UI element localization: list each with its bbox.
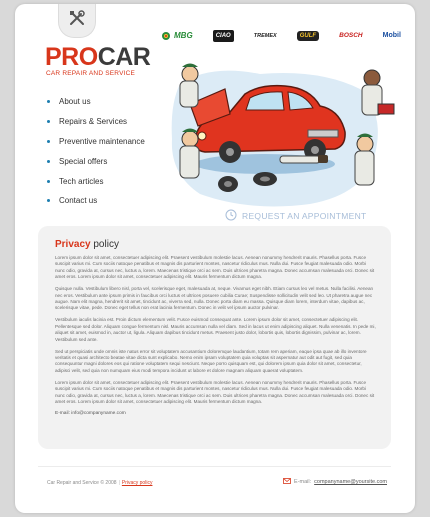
main-nav	[47, 92, 145, 211]
nav-item-label: Special offers	[59, 156, 108, 166]
mechanics-illustration	[150, 44, 410, 214]
nav-item-preventive-maintenance[interactable]	[47, 132, 145, 152]
email-value[interactable]: info@companyname.com	[71, 411, 126, 417]
nav-item-label: Preventive maintenance	[59, 136, 145, 146]
logo-car: CAR	[97, 43, 151, 71]
privacy-policy-link[interactable]: Privacy policy	[121, 480, 153, 486]
paragraph: Sed ut perspiciatis unde omnis iste natus error sit voluptatem accusantium doloremque laudantium, totam rem aperiam, eaque ipsa quae ab illo inventore veritatis et quasi architecto beatae vitae dicta sunt explicabo. Nemo enim ipsam voluptatem quia voluptas sit aspernatur aut odit aut fugit, sed quia consequuntur magni dolores eos qui ratione voluptatem sequi nesciunt. Neque porro quisquam est, qui dolorem ipsum quia dolor sit amet, consectetur, adipisci velit, sed quia non numquam eius modi tempora incidunt ut labore et dolore magnam aliquam quaerat voluptatem.	[55, 348, 367, 373]
brand-strip	[161, 28, 401, 44]
nav-item-label: Contact us	[59, 196, 98, 206]
footer-divider	[38, 466, 391, 467]
brand-logo-tremex[interactable]: TREMEX	[253, 33, 277, 39]
email-label: E-mail:	[55, 411, 72, 417]
brand-logo-mbg[interactable]	[161, 31, 193, 41]
brand-logo-mobil[interactable]: Mobil	[382, 32, 401, 39]
nav-item-contact-us[interactable]	[47, 191, 145, 211]
nav-item-label: Tech articles	[59, 176, 104, 186]
request-appointment-link[interactable]	[225, 209, 367, 223]
section-title	[55, 239, 377, 250]
footer-email-label: E-mail:	[294, 479, 312, 485]
site-tagline: CAR REPAIR AND SERVICE	[46, 70, 136, 77]
privacy-policy-section	[38, 226, 391, 449]
nav-item-repairs-services[interactable]	[47, 112, 145, 132]
footer-email	[283, 478, 387, 486]
footer-email-link[interactable]: companyname@yoursite.com	[314, 479, 387, 485]
bullet-icon	[47, 180, 50, 183]
bullet-icon	[47, 100, 50, 103]
brand-logo-bosch[interactable]: BOSCH	[339, 32, 363, 39]
nav-item-about-us[interactable]	[47, 92, 145, 112]
footer-copyright	[47, 480, 152, 486]
wrench-screwdriver-icon	[66, 7, 88, 34]
copyright-text: Car Repair and Service © 2008	[47, 480, 117, 486]
site-logo[interactable]	[45, 45, 150, 70]
logo-badge	[58, 4, 96, 38]
nav-item-special-offers[interactable]	[47, 151, 145, 171]
bullet-icon	[47, 199, 50, 202]
brand-logo-ciao[interactable]: CIAO	[213, 30, 234, 42]
paragraph: Vestibulum iaculis lacinia est. Proin dictum elementum velit. Fusce euismod consequat ante. Lorem ipsum dolor sit amet, consectetuer adipiscing elit. Pellentesque sed dolor. Aliquam congue fermentum nisl. Mauris accumsan nulla vel diam. Sed in lacus ut enim adipiscing aliquet. Nulla venenatis. In pede mi, aliquet sit amet, euismod in, auctor ut, ligula. Aliquam dapibus tincidunt metus. Praesent justo dolor, lobortis quis, lobortis dignissim, pulvinar ac, lorem. Vestibulum sed ante.	[55, 317, 376, 342]
bullet-icon	[47, 140, 50, 143]
brand-label: MBG	[174, 31, 193, 40]
brand-logo-gulf[interactable]: GULF	[297, 31, 319, 41]
paragraph: Quisque nulla. Vestibulum libero nisl, porta vel, scelerisque eget, malesuada at, neque. Vivamus eget nibh. Etiam cursus leo vel metus. Nulla facilisi. Aenean nec eros. Vestibulum ante ipsum primis in faucibus orci luctus et ultrices posuere cubilia Curae; Suspendisse sollicitudin velit sed leo. Ut pharetra augue nec augue. Nam elit magna, hendrerit sit amet, tincidunt ac, viverra sed, nulla. Donec porta diam eu massa. Quisque diam lorem, interdum vitae, dapibus ac, scelerisque vitae, pede. Donec eget tellus non erat lacinia fermentum. Donec in velit vel ipsum auctor pulvinar.	[55, 286, 374, 311]
nav-item-label: About us	[59, 97, 91, 107]
request-appointment-label: REQUEST AN APPOINTMENT	[242, 211, 367, 221]
paragraph: Lorem ipsum dolor sit amet, consectetuer adipiscing elit. Praesent vestibulum molestie lacus. Aenean nonummy hendrerit mauris. Phasellus porta. Fusce suscipit varius mi. Cum sociis natoque penatibus et magnis dis parturient montes, nascetur ridiculus mus. Nulla dui. Fusce feugiat malesuada odio. Morbi nunc odio, gravida at, cursus nec, luctus a, lorem. Maecenas tristique orci ac sem. Duis ultrices pharetra magna. Donec accumsan malesuada orci. Donec sit amet eros. Lorem ipsum dolor sit amet, consectetuer adipiscing elit. Mauris fermentum dictum magna.	[55, 379, 375, 405]
logo-pro: PRO	[45, 43, 98, 71]
nav-item-label: Repairs & Services	[59, 117, 128, 127]
nav-item-tech-articles[interactable]	[47, 171, 145, 191]
page-container	[15, 4, 415, 513]
bullet-icon	[47, 120, 50, 123]
contact-email	[55, 411, 377, 416]
clock-icon	[225, 209, 237, 223]
footer-separator: |	[118, 480, 120, 486]
title-accent: Privacy	[55, 239, 91, 250]
bullet-icon	[47, 160, 50, 163]
envelope-icon	[283, 478, 291, 486]
paragraph: Lorem ipsum dolor sit amet, consectetuer adipiscing elit. Praesent vestibulum molestie lacus. Aenean nonummy hendrerit mauris. Phasellus porta. Fusce suscipit varius mi. Cum sociis natoque penatibus et magnis dis parturient montes, nascetur ridiculus mus. Nulla dui. Fusce feugiat malesuada odio. Morbi nunc odio, gravida at, cursus nec, luctus a, lorem. Maecenas tristique orci ac sem. Duis ultrices pharetra magna. Donec accumsan malesuada orci. Donec sit amet eros. Lorem ipsum dolor sit amet, consectetuer adipiscing elit. Mauris fermentum dictum magna.	[55, 255, 375, 280]
title-rest: policy	[90, 239, 119, 250]
